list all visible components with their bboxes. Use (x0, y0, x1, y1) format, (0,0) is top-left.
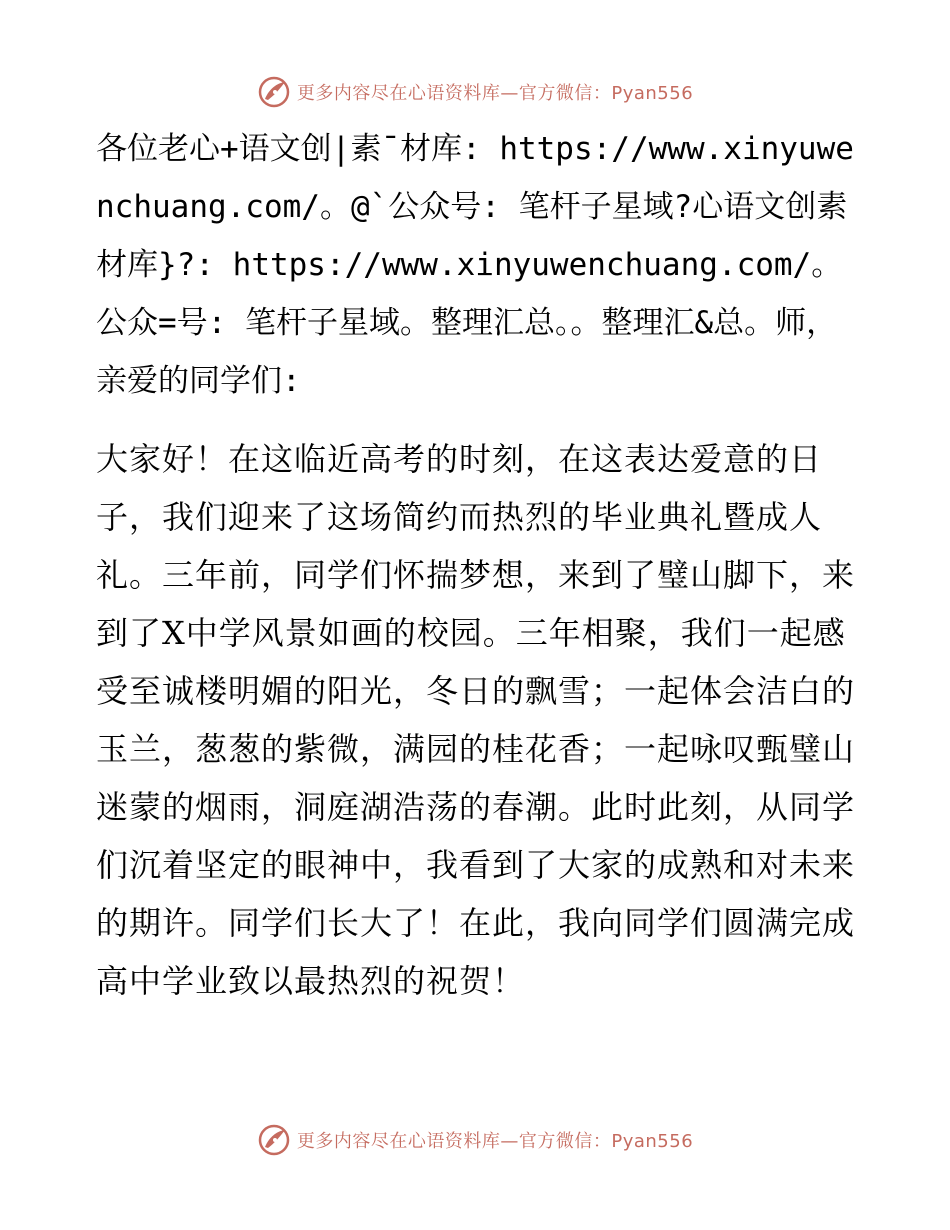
paragraph-1: 各位老心+语文创|素¯材库: https://www.xinyuwenchuang.com/。@`公众号: 笔杆子星域?心语文创素材库}?: https://www.xinyuwenchuang.com/。公众=号: 笔杆子星域。整理汇总。。整理汇&总。师，亲爱的同学们: (96, 131, 854, 399)
header-banner-text: 更多内容尽在心语资料库—官方微信：Pyan556 (296, 83, 694, 104)
pen-nib-logo-icon (257, 75, 291, 109)
header-banner (0, 72, 950, 112)
footer-banner-text: 更多内容尽在心语资料库—官方微信：Pyan556 (296, 1131, 694, 1152)
paragraph-2: 大家好！在这临近高考的时刻，在这表达爱意的日子，我们迎来了这场简约而热烈的毕业典礼暨成人礼。三年前，同学们怀揣梦想，来到了璧山脚下，来到了X中学风景如画的校园。三年相聚，我们一起感受至诚楼明媚的阳光，冬日的飘雪；一起体会洁白的玉兰，葱葱的紫微，满园的桂花香；一起咏叹甄璧山迷蒙的烟雨，洞庭湖浩荡的春潮。此时此刻，从同学们沉着坚定的眼神中，我看到了大家的成熟和对未来的期许。同学们长大了！在此，我向同学们圆满完成高中学业致以最热烈的祝贺！ (96, 440, 856, 1000)
pen-nib-logo-icon (257, 1123, 291, 1157)
document-body (96, 120, 856, 1010)
footer-banner (0, 1120, 950, 1160)
